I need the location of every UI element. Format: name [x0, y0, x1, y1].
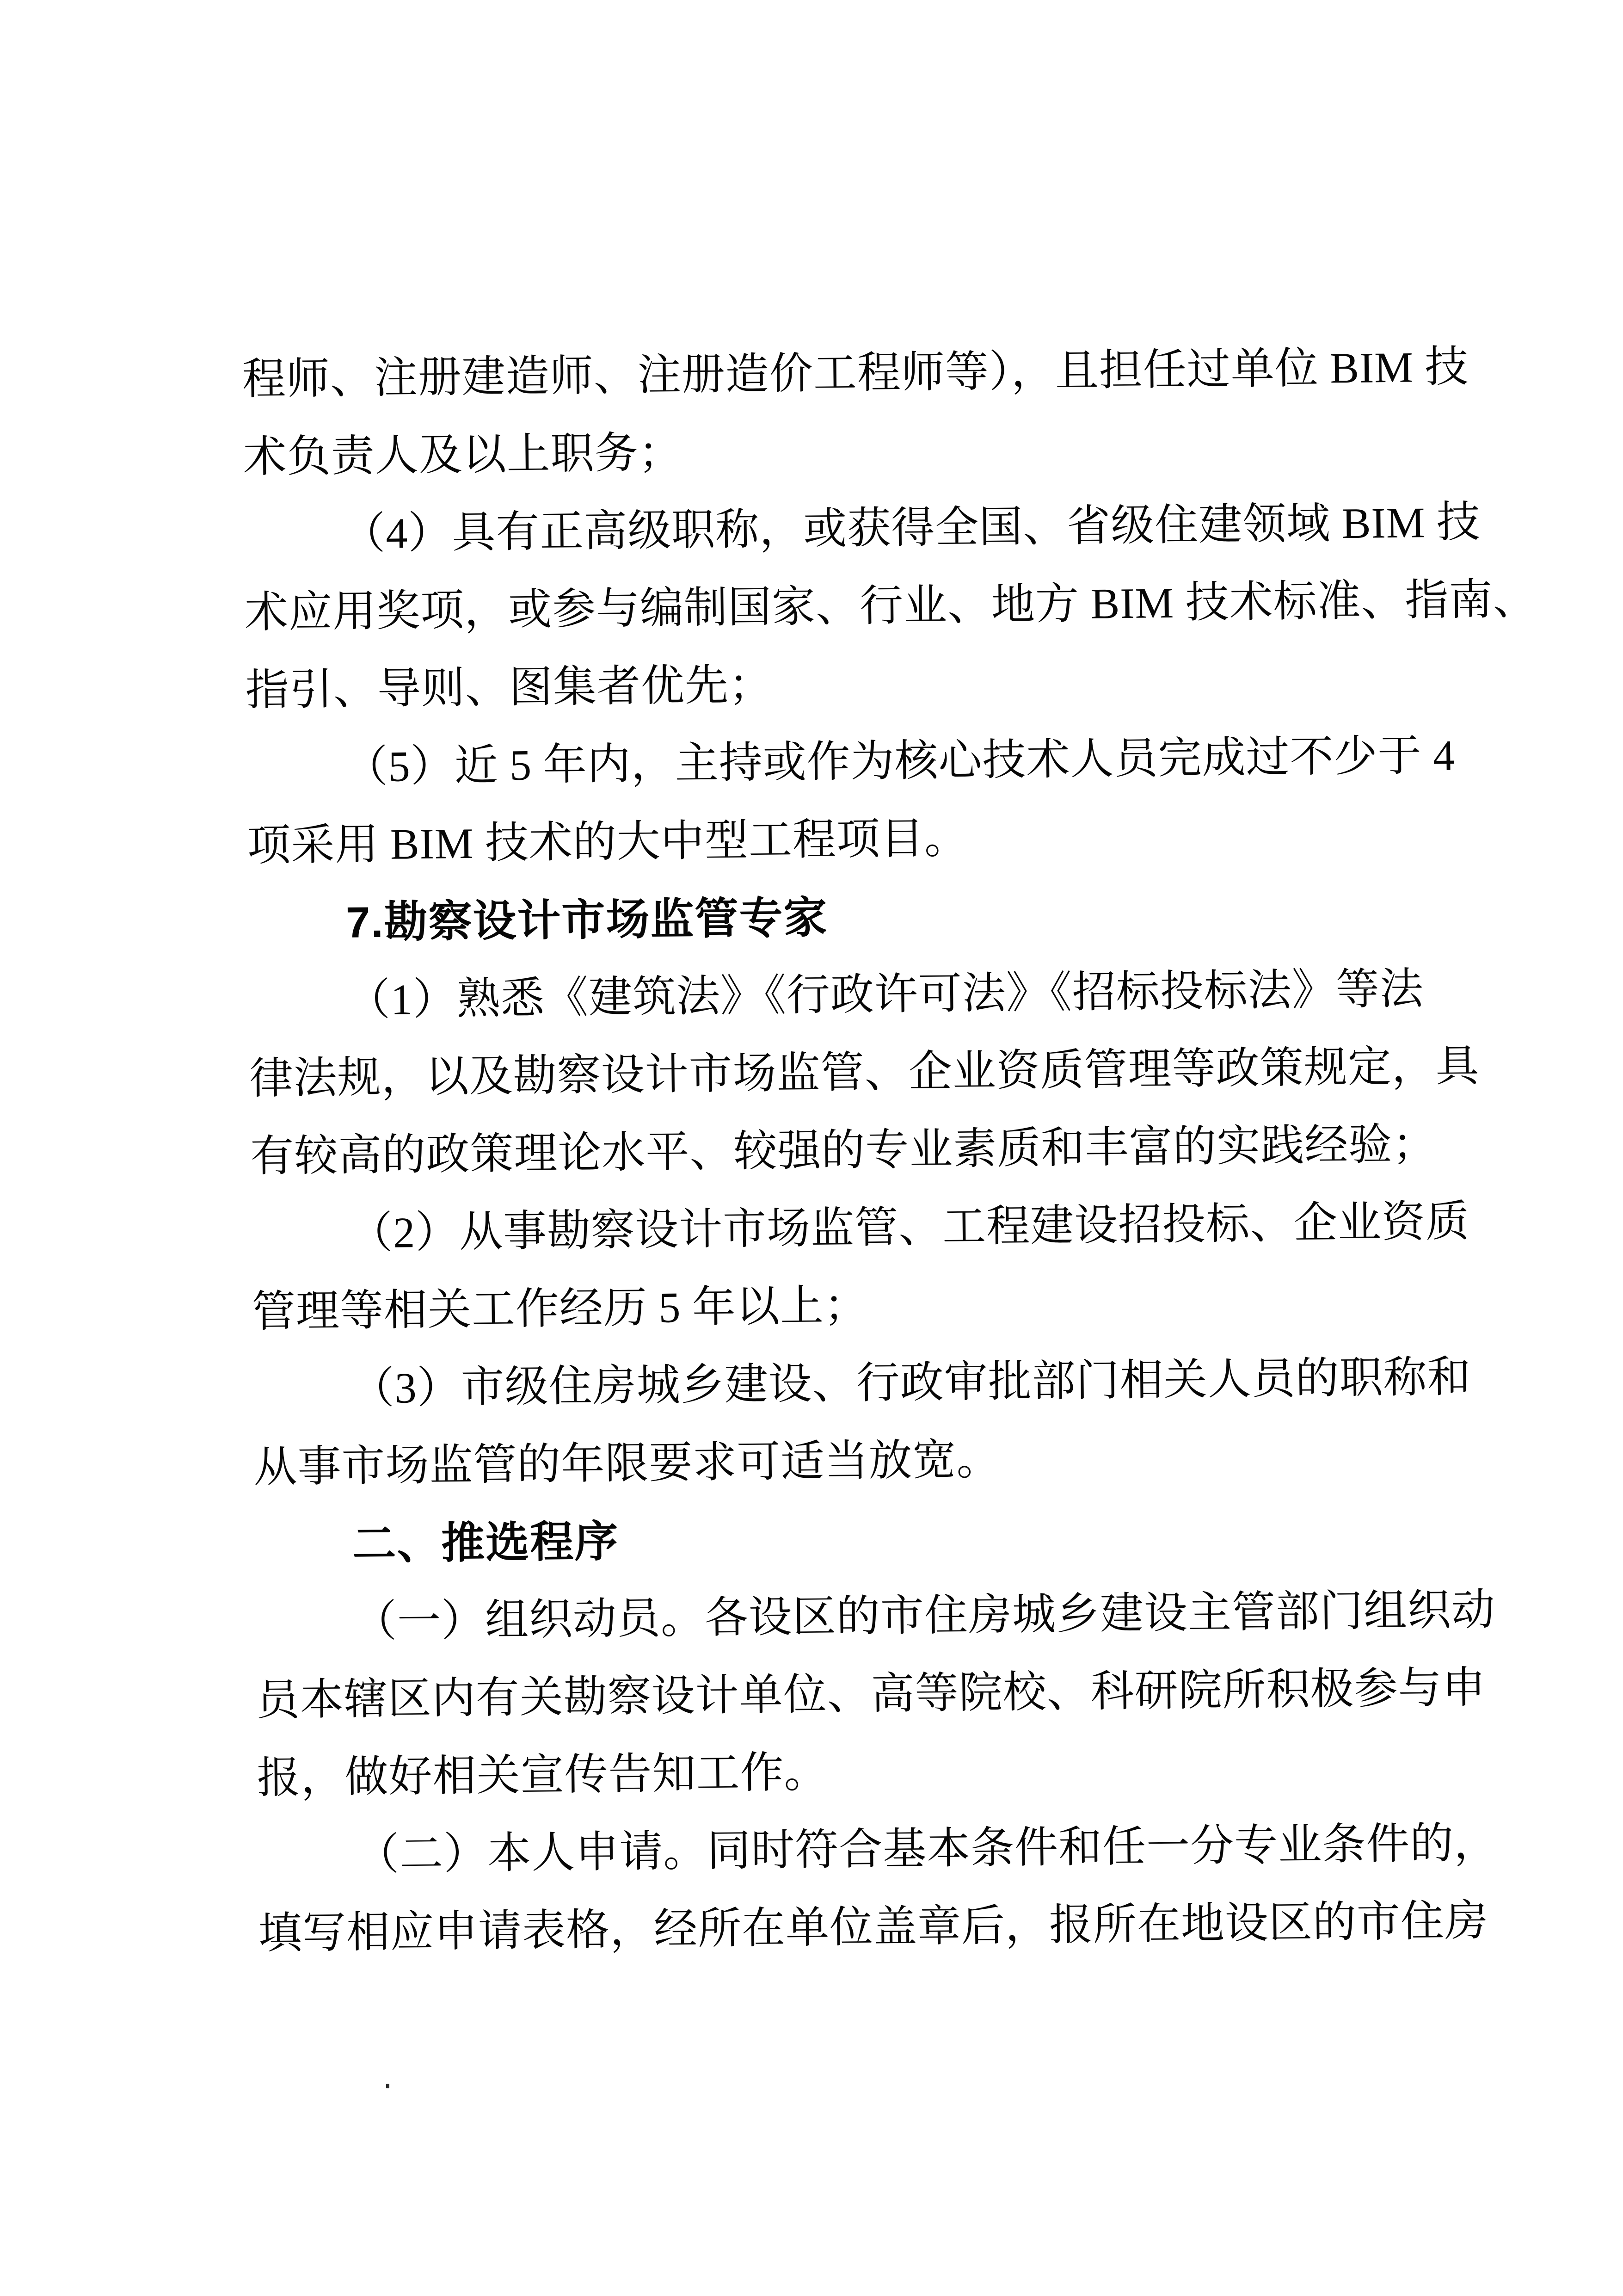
text-line: 报，做好相关宣传告知工作。 — [257, 1748, 829, 1802]
document-text-block — [242, 328, 1537, 1973]
text-line: 项采用 BIM 技术的大中型工程项目。 — [246, 814, 969, 870]
text-line: 员本辖区内有关勘察设计单位、高等院校、科研院所积极参与申 — [256, 1663, 1487, 1725]
text-line: （3）市级住房城乡建设、行政审批部门相关人员的职称和 — [350, 1353, 1472, 1413]
text-line: （二）本人申请。同时符合基本条件和任一分专业条件的， — [355, 1819, 1498, 1879]
text-line: 律法规，以及勘察设计市场监管、企业资质管理等政策规定，具 — [249, 1042, 1480, 1103]
text-line: 管理等相关工作经历 5 年以上； — [252, 1281, 868, 1336]
text-line: 程师、注册建造师、注册造价工程师等），且担任过单位 BIM 技 — [242, 343, 1469, 404]
text-line: 有较高的政策理论水平、较强的专业素质和丰富的实践经验； — [250, 1120, 1437, 1181]
text-line: （2）从事勘察设计市场监管、工程建设招投标、企业资质 — [349, 1197, 1470, 1258]
text-line: （4）具有正高级职称，或获得全国、省级住建领域 BIM 技 — [341, 498, 1481, 558]
text-line: 填写相应申请表格，经所在单位盖章后，报所在地设区的市住房 — [258, 1896, 1489, 1958]
text-line: （1）熟悉《建筑法》《行政许可法》《招标投标法》等法 — [346, 965, 1424, 1025]
text-line: （一）组织动员。各设区的市住房城乡建设主管部门组织动 — [353, 1586, 1496, 1646]
text-line: 指引、导则、图集者优先； — [245, 661, 773, 715]
text-line: 术应用奖项，或参与编制国家、行业、地方 BIM 技术标准、指南、 — [244, 575, 1537, 637]
scan-artifact-dot — [386, 2084, 389, 2088]
text-line: 二、推选程序 — [352, 1517, 619, 1568]
text-line: 术负责人及以上职务； — [243, 429, 683, 481]
text-line: 从事市场监管的年限要求可适当放宽。 — [253, 1435, 1001, 1492]
text-line: 7.勘察设计市场监管专家 — [345, 893, 829, 947]
text-line: （5）近 5 年内，主持或作为核心技术人员完成过不少于 4 — [344, 731, 1456, 791]
